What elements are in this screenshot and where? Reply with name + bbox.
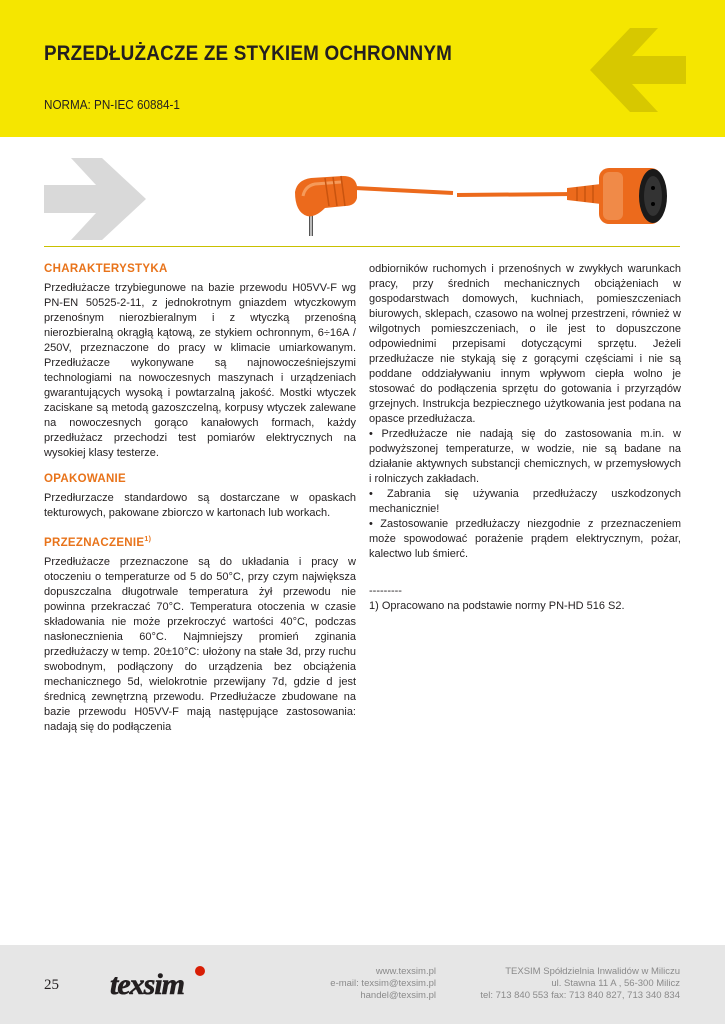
page-title: PRZEDŁUŻACZE ZE STYKIEM OCHRONNYM	[44, 42, 453, 65]
charakterystyka-text: Przedłużacze trzybiegunowe na bazie przewodu H05VV-F wg PN-EN 50525-2-11, z jednokrotnym gniazdem wtyczkowym przenośnym nierozbieralnym i z wtyczką przenośną nierozbieralną okrągłą kątową, ze stykiem ochronnym, 6÷16A / 250V, przeznaczone do pracy w klimacie umiarkowanym. Przedłużacze wykonywane są najnowocześniejszymi technologiami na nowoczesnych maszynach i urządzeniach gwarantujących wysoką i powtarzalną jakość. Mostki wtyczek zaciskane są metodą gazoszczelną, korpusy wtyczek zalewane na nowoczesnych gorąco kanałowych formach, każdy przedłużacz przechodzi test pomiarów elektrycznych na wysokiej klasy testerze.	[44, 282, 356, 459]
section-title-charakterystyka: CHARAKTERYSTYKA	[44, 263, 168, 275]
left-column	[44, 262, 356, 735]
contact-company-block	[440, 966, 680, 1002]
arrow-left-icon	[586, 28, 686, 112]
email-link[interactable]: e-mail: texsim@texsim.pl	[330, 978, 436, 989]
bullet-damaged: • Zabrania się używania przedłużaczy uszkodzonych mechanicznie!	[369, 488, 681, 515]
footnote-separator: ---------	[369, 585, 402, 597]
norma-label: NORMA: PN-IEC 60884-1	[44, 97, 180, 112]
company-address: ul. Stawna 11 A , 56-300 Milicz	[551, 978, 680, 989]
bullet-not-suitable: • Przedłużacze nie nadają się do zastosowania m.in. w podwyższonej temperaturze, w wodzie, nie są badane na działanie aktywnych substancji chemicznych, w przemysłowych i rolniczych zakładach.	[369, 428, 681, 485]
opakowanie-text: Przedłurzacze standardowo są dostarczane w opaskach tekturowych, pakowane zbiorczo w kartonach lub workach.	[44, 492, 356, 519]
footnote-marker: 1)	[144, 536, 152, 543]
company-name: TEXSIM Spółdzielnia Inwalidów w Miliczu	[505, 966, 680, 977]
section-title-opakowanie: OPAKOWANIE	[44, 473, 127, 485]
przeznaczenie-continued-text: odbiorników ruchomych i przenośnych w zwykłych warunkach pracy, przy średnich mechanicznych obciążeniach w gospodarstwach domowych, kuchniach, pomieszczeniach biurowych, sklepach, czasowo na wolnej przestrzeni, również w wilgotnych pomieszczeniach, o ile jest to dopuszczone odpowiednimi przepisami dotyczącymi sprzętu. Jeżeli przedłużacze nie stykają się z gorącymi częściami i nie są poddane oddziaływaniu innym wpływom ciepła wolno je stosować do podłączenia sprzętu do gotowania i przyrządów grzejnych. Instrukcja bezpiecznego użytkowania jest podana na opasce przedłużacza.	[369, 263, 681, 425]
arrow-right-icon	[44, 158, 146, 240]
company-phones: tel: 713 840 553 fax: 713 840 827, 713 340 834	[480, 990, 680, 1001]
extension-cord-image	[285, 160, 685, 244]
contact-web-block	[300, 966, 436, 1002]
right-column	[369, 262, 681, 614]
section-title-przeznaczenie	[44, 532, 356, 551]
footnote-text: 1) Opracowano na podstawie normy PN-HD 516 S2.	[369, 600, 625, 612]
email-link-2[interactable]: handel@texsim.pl	[360, 990, 436, 1001]
przeznaczenie-text: Przedłużacze przeznaczone są do układania i pracy w otoczeniu o temperaturze od 5 do 50°C, przy czym największa dopuszczalna długotrwale temperatura żył przewodu nie powinna przekraczać 70°C. Temperatura otoczenia w czasie składowania nie może przekroczyć wartości 40°C, podczas nasłonecznienia 60°C. Najmniejszy promień zginania przedłużaczy w temp. 20±10°C: ułożony na stałe 3d, przy ruchu swobodnym, podłączony do urządzenia bez obciążenia mechanicznego 5d, wielokrotnie przewijany 7d, gdzie d jest średnicą zewnętrzną przewodu. Przedłużacze zbudowane na bazie przewodu H05VV-F mają następujące zastosowania: nadają się do podłączenia	[44, 555, 356, 733]
page-number: 25	[44, 977, 59, 993]
przeznaczenie-title-text: PRZEZNACZENIE	[44, 536, 145, 549]
svg-text:texsim: texsim	[110, 968, 184, 1001]
website-link[interactable]: www.texsim.pl	[375, 966, 436, 977]
section-divider	[44, 246, 680, 247]
bullet-misuse: • Zastosowanie przedłużaczy niezgodnie z przeznaczeniem może spowodować porażenie prądem elektrycznym, pożar, kalectwo lub śmierć.	[369, 518, 681, 560]
texsim-logo	[108, 962, 244, 1002]
